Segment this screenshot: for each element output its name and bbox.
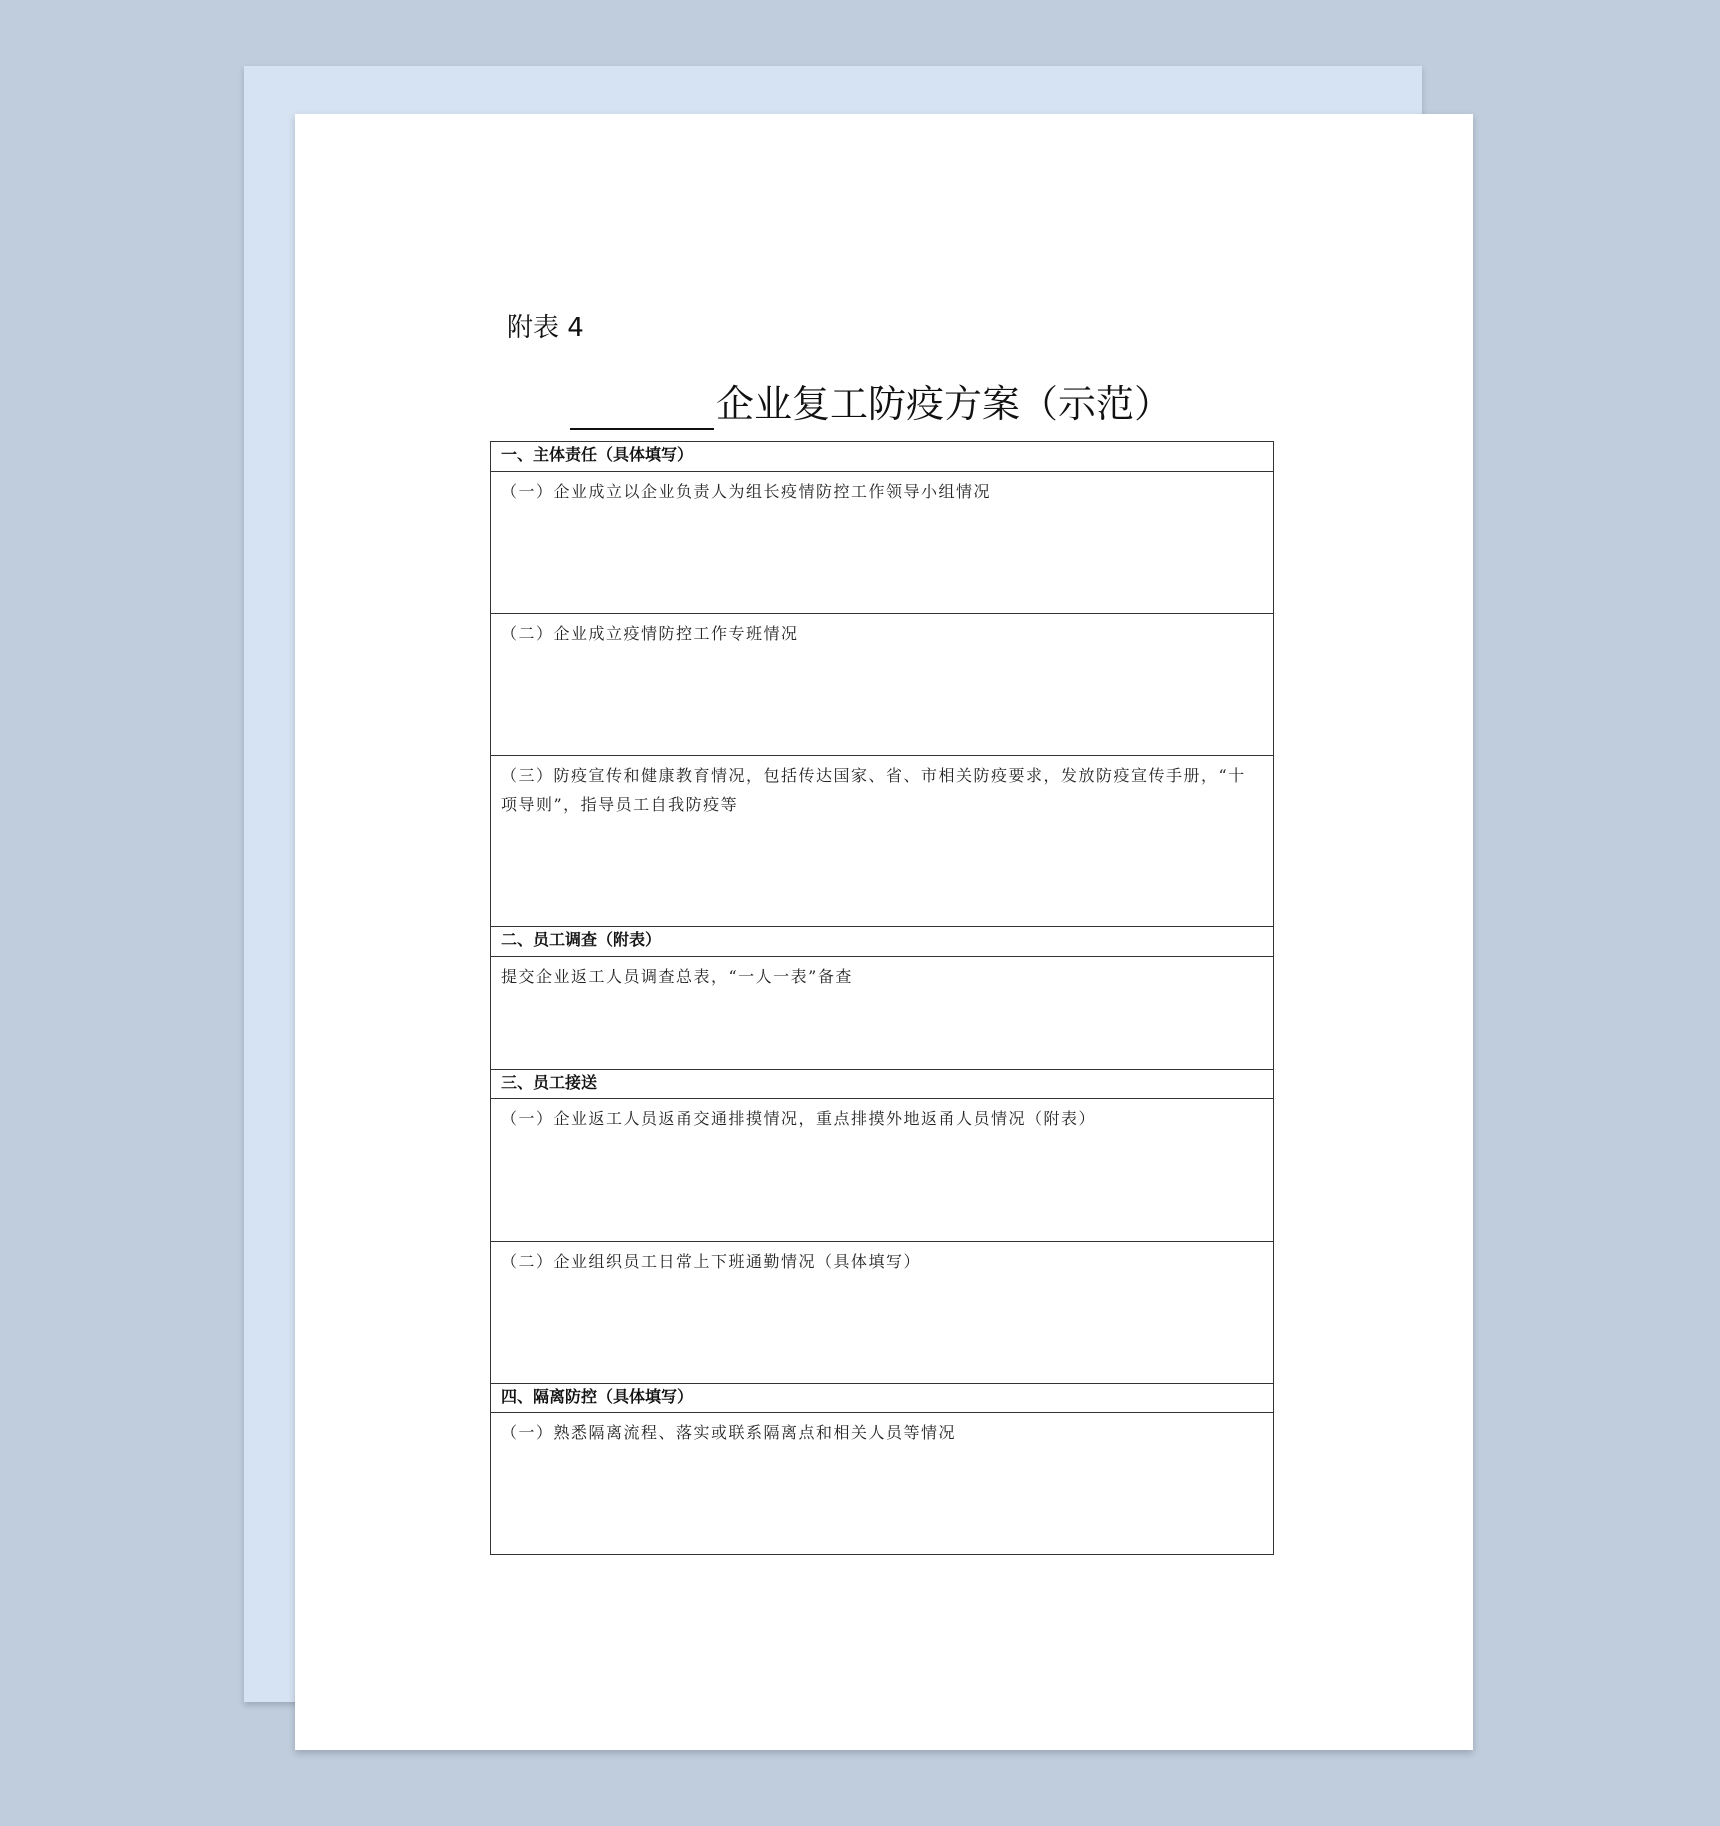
form-field-row[interactable]: [491, 1242, 1273, 1384]
attachment-label: 附表 4: [507, 313, 584, 343]
form-field-row[interactable]: [491, 756, 1273, 927]
field-label: （三）防疫宣传和健康教育情况，包括传达国家、省、市相关防疫要求，发放防疫宣传手册，“十项导则”，指导员工自我防疫等: [501, 766, 1246, 814]
field-label: （一）企业返工人员返甬交通排摸情况，重点排摸外地返甬人员情况（附表）: [501, 1109, 1097, 1128]
field-label: （一）熟悉隔离流程、落实或联系隔离点和相关人员等情况: [501, 1423, 957, 1442]
section-header-row: [491, 1384, 1273, 1413]
document-title: [570, 378, 1172, 430]
field-label: 提交企业返工人员调查总表，“一人一表”备查: [501, 967, 853, 986]
form-field-row[interactable]: [491, 1099, 1273, 1242]
title-blank-line: [570, 380, 714, 430]
section-heading: 四、隔离防控（具体填写）: [501, 1387, 694, 1406]
form-table: [490, 441, 1274, 1555]
form-field-row[interactable]: [491, 614, 1273, 756]
form-field-row[interactable]: [491, 1413, 1273, 1553]
section-heading: 二、员工调查（附表）: [501, 930, 662, 949]
form-field-row[interactable]: [491, 957, 1273, 1070]
field-label: （一）企业成立以企业负责人为组长疫情防控工作领导小组情况: [501, 482, 992, 501]
section-header-row: [491, 442, 1273, 472]
form-field-row[interactable]: [491, 472, 1273, 614]
section-heading: 三、员工接送: [501, 1073, 598, 1092]
section-header-row: [491, 1070, 1273, 1099]
section-header-row: [491, 927, 1273, 957]
section-heading: 一、主体责任（具体填写）: [501, 445, 694, 464]
field-label: （二）企业组织员工日常上下班通勤情况（具体填写）: [501, 1252, 922, 1271]
title-text: 企业复工防疫方案（示范）: [716, 382, 1173, 426]
field-label: （二）企业成立疫情防控工作专班情况: [501, 624, 799, 643]
